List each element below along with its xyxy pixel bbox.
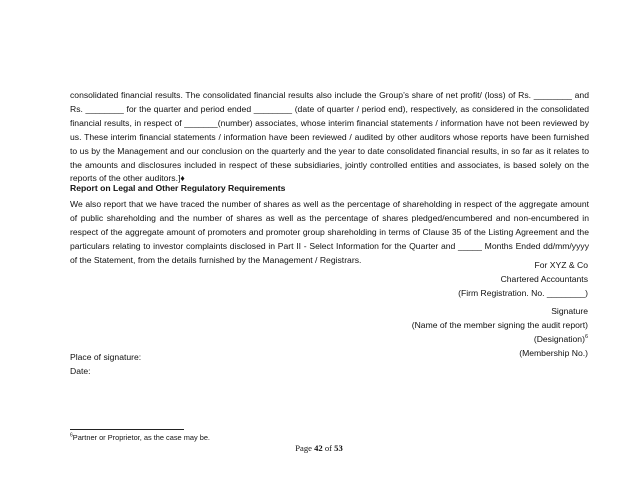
footnote-ref: 6 <box>584 333 588 340</box>
firm-for-line: For XYZ & Co <box>534 260 588 270</box>
page-prefix: Page <box>295 443 315 453</box>
designation: (Designation) <box>533 333 585 344</box>
page-number <box>0 443 638 453</box>
date-label: Date: <box>70 366 91 376</box>
member-name: (Name of the member signing the audit report) <box>411 319 588 330</box>
signature-block <box>258 305 588 361</box>
paragraph-text: consolidated financial results. The consolidated financial results also include the Group’s share of net profit/ (loss) of Rs. ________ and Rs. ________ for the quarter and period ended ________ (date of quarter / period end), respectively, as considered in the consolidated financial results, in respect of _______(number) associates, whose interim financial statements / information have not been reviewed by us. These interim financial statements / information have been reviewed / audited by other auditors whose reports have been furnished to us by the Management and our conclusion on the quarterly and the year to date consolidated financial results, in so far as it relates to the amounts and disclosures included in respect of these subsidiaries, jointly controlled entities and associates, is based solely on the reports of the other auditors.] <box>70 90 589 184</box>
firm-block <box>258 259 588 301</box>
body-paragraph-auditor-reliance <box>70 89 589 186</box>
place-of-signature: Place of signature: <box>70 352 142 362</box>
body-paragraph-shareholding: We also report that we have traced the number of shares as well as the percentage of shareholding in respect of the aggregate amount of public shareholding and the number of shares as well as the percentage of shares pledged/encumbered and non-encumbered in respect of the aggregate amount of promoters and promoter group shareholding in terms of Clause 35 of the Listing Agreement and the particulars relating to investor complaints disclosed in Part II - Select Information for the Quarter and _____ Months Ended dd/mm/yyyy of the Statement, from the details furnished by the Management / Registrars. <box>70 199 589 265</box>
designation-line <box>258 333 588 347</box>
firm-registration: (Firm Registration. No. ________) <box>458 287 588 298</box>
footnote-text: Partner or Proprietor, as the case may be. <box>72 433 210 442</box>
page-of: of <box>322 443 335 453</box>
membership-no: (Membership No.) <box>519 347 588 358</box>
footnote-divider <box>70 429 184 430</box>
page-total: 53 <box>334 443 343 453</box>
firm-role: Chartered Accountants <box>500 273 588 284</box>
page-current: 42 <box>314 443 323 453</box>
diamond-icon: ♦ <box>180 173 185 184</box>
footnote-marker: 6 <box>70 432 73 439</box>
section-heading: Report on Legal and Other Regulatory Requirements <box>70 183 286 193</box>
footnote <box>70 433 210 442</box>
signature-label: Signature <box>551 306 588 316</box>
